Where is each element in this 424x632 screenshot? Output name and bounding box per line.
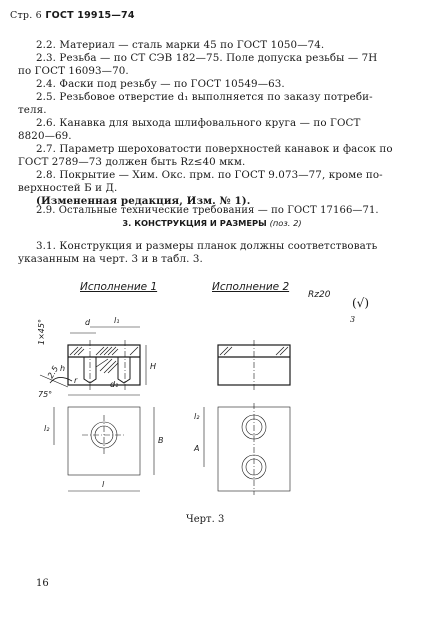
dim-H: H	[150, 362, 157, 371]
clause-2-3: 2.3. Резьба — по СТ СЭВ 182—75. Поле допуска резьбы — 7H	[36, 52, 378, 64]
clause-2-3-cont: по ГОСТ 16093—70.	[18, 65, 129, 77]
clause-3-1-cont: указанным на черт. 3 и в табл. 3.	[18, 253, 203, 265]
page-header	[10, 10, 135, 21]
dim-A: A	[194, 444, 200, 453]
dim-B: B	[158, 436, 164, 445]
dim-d: d	[85, 318, 91, 327]
clause-2-4: 2.4. Фаски под резьбу — по ГОСТ 10549—63.	[36, 78, 285, 90]
variant-1-label: Исполнение 1	[80, 281, 158, 293]
dim-r: r	[74, 376, 78, 385]
dim-l2-v2: l₂	[194, 412, 200, 421]
clause-2-6: 2.6. Канавка для выхода шлифовального круга — по ГОСТ	[36, 117, 361, 129]
clause-2-8: 2.8. Покрытие — Хим. Окс. прм. по ГОСТ 9.073—77, кроме по-	[36, 169, 383, 181]
figure-caption: Черт. 3	[186, 514, 225, 525]
variant-2-label: Исполнение 2	[212, 281, 290, 293]
clause-2-7: 2.7. Параметр шероховатости поверхностей канавок и фасок по	[36, 143, 393, 155]
section-ref: (поз. 2)	[269, 218, 302, 228]
clause-2-9: 2.9. Остальные технические требования — по ГОСТ 17166—71.	[36, 205, 379, 216]
dim-chamfer: 1×45°	[37, 319, 46, 345]
clause-3-1: 3.1. Конструкция и размеры планок должны соответствовать	[36, 240, 378, 252]
clause-2-5-cont: теля.	[18, 104, 47, 116]
page-label: Стр. 6	[10, 10, 42, 21]
amendment-note: (Измененная редакция, Изм. № 1).	[36, 195, 251, 207]
dim-d1: d₁	[110, 380, 119, 389]
clause-2-6-cont: 8820—69.	[18, 130, 72, 142]
clause-2-7-cont: ГОСТ 2789—73 должен быть Rz≤40 мкм.	[18, 156, 246, 168]
dim-l2: l₂	[44, 424, 50, 433]
section-heading	[0, 218, 424, 228]
standard-id: ГОСТ 19915—74	[45, 10, 135, 21]
variant-2-drawing	[190, 295, 340, 525]
clause-2-2: 2.2. Материал — сталь марки 45 по ГОСТ 1050—74.	[36, 39, 325, 51]
dim-l1: l₁	[114, 316, 120, 325]
roughness-symbol: Rz20	[308, 290, 331, 300]
section-title: 3. КОНСТРУКЦИЯ И РАЗМЕРЫ	[122, 218, 267, 228]
roughness-bracket: (√)	[352, 296, 370, 310]
dim-l: l	[102, 480, 105, 489]
dim-angle: 75°	[38, 390, 53, 399]
dim-c: 2.5	[45, 364, 61, 380]
roughness-note: 3	[350, 315, 356, 324]
page-number: 16	[36, 578, 49, 589]
dim-h: h	[60, 364, 66, 373]
clause-2-5: 2.5. Резьбовое отверстие d₁ выполняется по заказу потреби-	[36, 91, 373, 103]
clause-2-8-cont: верхностей Б и Д.	[18, 182, 118, 194]
variant-1-drawing	[30, 295, 200, 525]
